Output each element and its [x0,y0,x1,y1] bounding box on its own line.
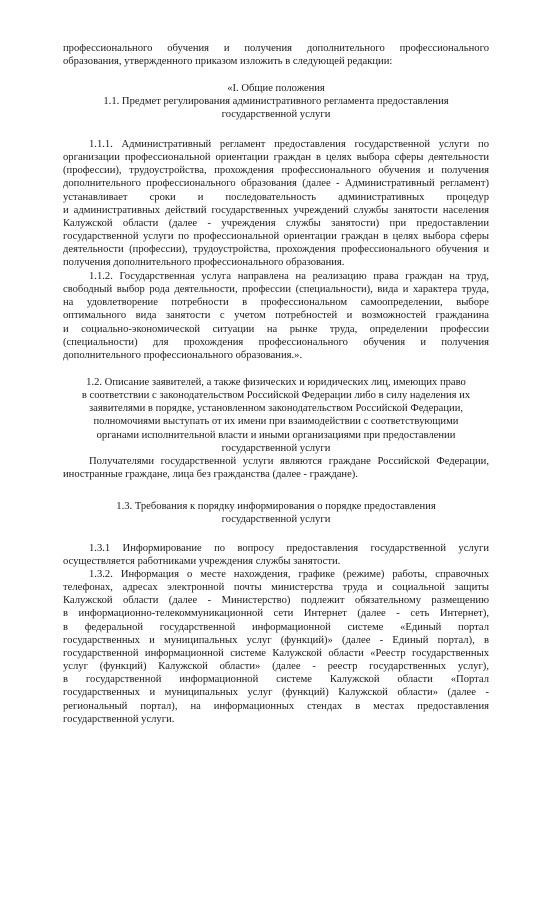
text-line: 1.3.2. Информация о месте нахождения, графике (режиме) работы, справочных [89,569,489,580]
subsection-title: в соответствии с законодательством Российской Федерации либо в силу наделения их [81,390,471,402]
text-line: и административных действий государственных учреждений службы занятости населения [63,204,489,216]
text-line: осуществляется работниками учреждения службы занятости. [63,556,341,568]
section-title: «I. Общие положения [227,83,325,94]
paragraph-1-2 [63,455,489,481]
text-line: профессионального обучения и получения дополнительного профессионального [63,43,489,54]
text-line: и социально-экономической ситуации на рынке труда, определении профессии [63,323,489,335]
text-line: свободный выбор рода деятельности, профессии (специальности), вида и характера труда, [63,284,489,296]
text-line: дополнительного профессионального образования (далее - Административный регламент) [63,178,489,190]
section-1-3-heading [63,500,489,526]
subsection-title: государственной услуги [221,514,331,526]
text-line: организации профессиональной ориентации граждан в целях выбора сферы деятельности [63,152,489,164]
text-line: образования, утвержденного приказом изложить в следующей редакции: [63,56,393,68]
text-line: Калужской области (далее - Министерство) подлежит обязательному размещению [63,595,489,607]
text-line: региональный портал), на информационных стендах в местах предоставления [63,700,489,712]
subsection-title: 1.1. Предмет регулирования административного регламента предоставления [103,96,449,108]
text-line: в федеральной государственной информационной системе «Единый портал [63,621,489,633]
subsection-title: полномочиями выступать от их имени при взаимодействии с соответствующими [93,416,459,428]
text-line: устанавливает сроки и последовательность административных процедур [63,191,489,203]
subsection-title: государственной услуги [221,442,331,454]
text-line: (профессии), трудоустройства, прохождения профессионального обучения и получения [63,165,489,177]
subsection-title: 1.3. Требования к порядку информирования о порядке предоставления [116,501,436,512]
text-line: государственной услуги. [63,713,175,725]
text-line: телефонах, адресах электронной почты министерства труда и социальной защиты [63,582,489,594]
paragraph-1-3-1 [63,542,489,568]
text-line: государственной информационной системе Калужской области «Реестр государственных [63,647,489,659]
intro-paragraph [63,42,489,68]
paragraph-1-1-1 [63,138,489,270]
text-line: получения дополнительного профессионального образования. [63,257,345,269]
text-line: в государственной информационной системе Калужской области «Портал [63,674,489,686]
section-1-2-heading [63,376,489,455]
text-line: Калужской области (далее - учреждения службы занятости) при предоставлении [63,217,489,229]
text-line: деятельности (профессии), трудоустройства, прохождения профессионального обучения и [63,244,489,256]
text-line: Получателями государственной услуги являются граждане Российской Федерации, [89,456,489,467]
text-line: государственных и муниципальных услуг (функций) Калужской области» (далее - [63,687,489,699]
subsection-title: органами исполнительной власти и иными организациями при предоставлении [96,429,456,441]
text-line: 1.1.2. Государственная услуга направлена на реализацию права граждан на труд, [89,271,489,282]
subsection-title: заявителями в порядке, установленном законодательством Российской Федерации, [88,403,464,415]
text-line: (специальности) для прохождения профессионального обучения и получения [63,336,489,348]
text-line: 1.3.1 Информирование по вопросу предоставления государственной услуги [89,543,489,554]
paragraph-1-1-2 [63,270,489,362]
section-1-heading [63,82,489,121]
text-line: дополнительного профессионального образования.». [63,349,303,361]
text-line: услуг (функций) Калужской области» (далее - реестр государственных услуг), [63,661,489,673]
text-line: на удовлетворение потребности в профессиональном самоопределении, выборе [63,297,489,309]
text-line: в информационно-телекоммуникационной сети Интернет (далее - сеть Интернет), [63,608,489,620]
text-line: государственной услуги по профессиональной ориентации граждан в целях выбора сферы [63,231,489,243]
paragraph-1-3-2 [63,568,489,726]
text-line: 1.1.1. Административный регламент предоставления государственной услуги по [89,139,489,150]
text-line: оптимального вида занятости с учетом потребностей и возможностей гражданина [63,310,489,322]
subsection-title: государственной услуги [221,109,331,121]
subsection-title: 1.2. Описание заявителей, а также физических и юридических лиц, имеющих право [86,377,466,388]
text-line: иностранные граждане, лица без гражданства (далее - граждане). [63,469,358,481]
text-line: государственных и муниципальных услуг (функций)» (далее - Единый портал), в [63,634,489,646]
